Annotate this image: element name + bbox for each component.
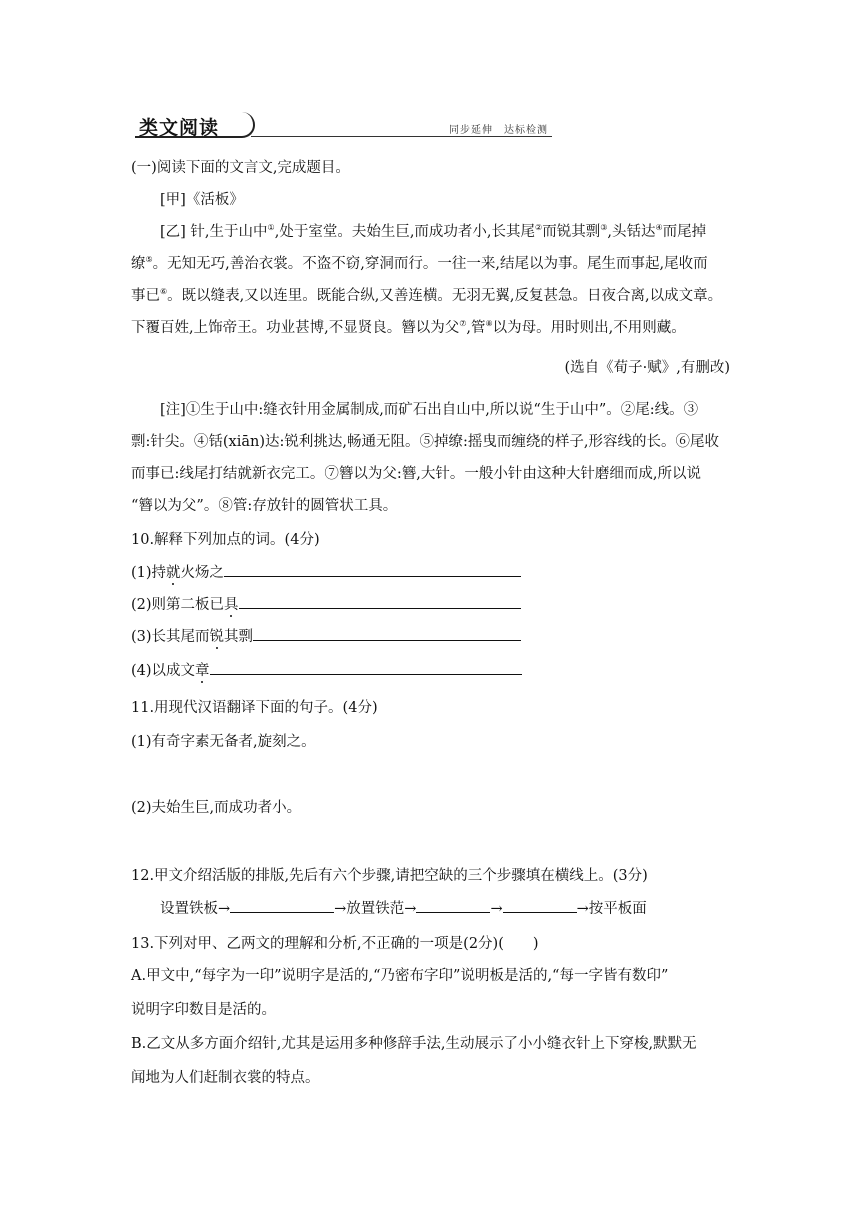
answer-blank[interactable] [253,626,521,641]
yi-line-1: [乙] 针,生于山中①,处于室堂。夫始生巨,而成功者小,长其尾②而锐其剽③,头铦达④而尾掉 [160,223,707,240]
answer-blank[interactable] [239,594,521,609]
note-line-3: 而事已:线尾打结就新衣完工。⑦簪以为父:簪,大针。一般小针由这种大针磨细而成,所以说 [131,466,701,482]
answer-blank[interactable] [224,562,521,577]
q11-sentence-1: (1)有奇字素无备者,旋刻之。 [131,734,316,750]
note-line-1: [注]①生于山中:缝衣针用金属制成,而矿石出自山中,所以说“生于山中”。②尾:线。③ [160,402,699,418]
q10-item-3: (3)长其尾而锐其剽 [131,626,521,647]
note-line-4: “簪以为父”。⑧管:存放针的圆管状工具。 [131,498,398,514]
answer-blank[interactable] [210,660,522,675]
step-blank[interactable] [230,898,334,913]
yi-line-4: 下覆百姓,上饰帝王。功业甚博,不显贤良。簪以为父⑦,管⑧以为母。用时则出,不用则藏。 [131,319,686,336]
q13-option-a-line-1: A.甲文中,“每字为一印”说明字是活的,“乃密布字印”说明板是活的,“每一字皆有数印” [131,968,669,984]
q11-sentence-2: (2)夫始生巨,而成功者小。 [131,800,302,816]
intro-text: (一)阅读下面的文言文,完成题目。 [131,160,350,176]
q10-item-2: (2)则第二板已具 [131,594,521,615]
header-subtitle: 同步延伸 达标检测 [449,125,548,136]
q13-title: 13.下列对甲、乙两文的理解和分析,不正确的一项是(2分)( ) [131,936,539,952]
q12-steps: 设置铁板→ →放置铁范→ → →按平板面 [160,898,647,919]
q12-title: 12.甲文介绍活版的排版,先后有六个步骤,请把空缺的三个步骤填在横线上。(3分) [131,868,648,884]
note-line-2: 剽:针尖。④铦(xiān)达:锐利挑达,畅通无阻。⑤掉缭:摇曳而缠绕的样子,形容线的长。⑥尾收 [131,434,719,450]
source-citation: (选自《荀子·赋》,有删改) [564,360,730,376]
q10-title: 10.解释下列加点的词。(4分) [131,532,320,548]
yi-line-3: 事已⑥。既以缝表,又以连里。既能合纵,又善连横。无羽无翼,反复甚急。日夜合离,以成文章。 [131,287,723,304]
q13-option-a-line-2: 说明字印数目是活的。 [131,1002,276,1018]
q13-option-b-line-1: B.乙文从多方面介绍针,尤其是运用多种修辞手法,生动展示了小小缝衣针上下穿梭,默默无 [131,1036,697,1052]
q11-title: 11.用现代汉语翻译下面的句子。(4分) [131,700,378,716]
q10-item-4: (4)以成文章 [131,660,522,681]
q10-item-1: (1)持就火炀之 [131,562,521,583]
step-blank[interactable] [503,898,577,913]
section-title: 类文阅读 [139,117,220,139]
q13-option-b-line-2: 闻地为人们赶制衣裳的特点。 [131,1070,320,1086]
jia-title: [甲]《活板》 [160,192,244,208]
section-header [131,112,552,142]
step-blank[interactable] [416,898,490,913]
yi-line-2: 缭⑤。无知无巧,善治衣裳。不盗不窃,穿洞而行。一往一来,结尾以为事。尾生而事起,尾收而 [131,255,708,272]
header-rule [251,136,552,137]
